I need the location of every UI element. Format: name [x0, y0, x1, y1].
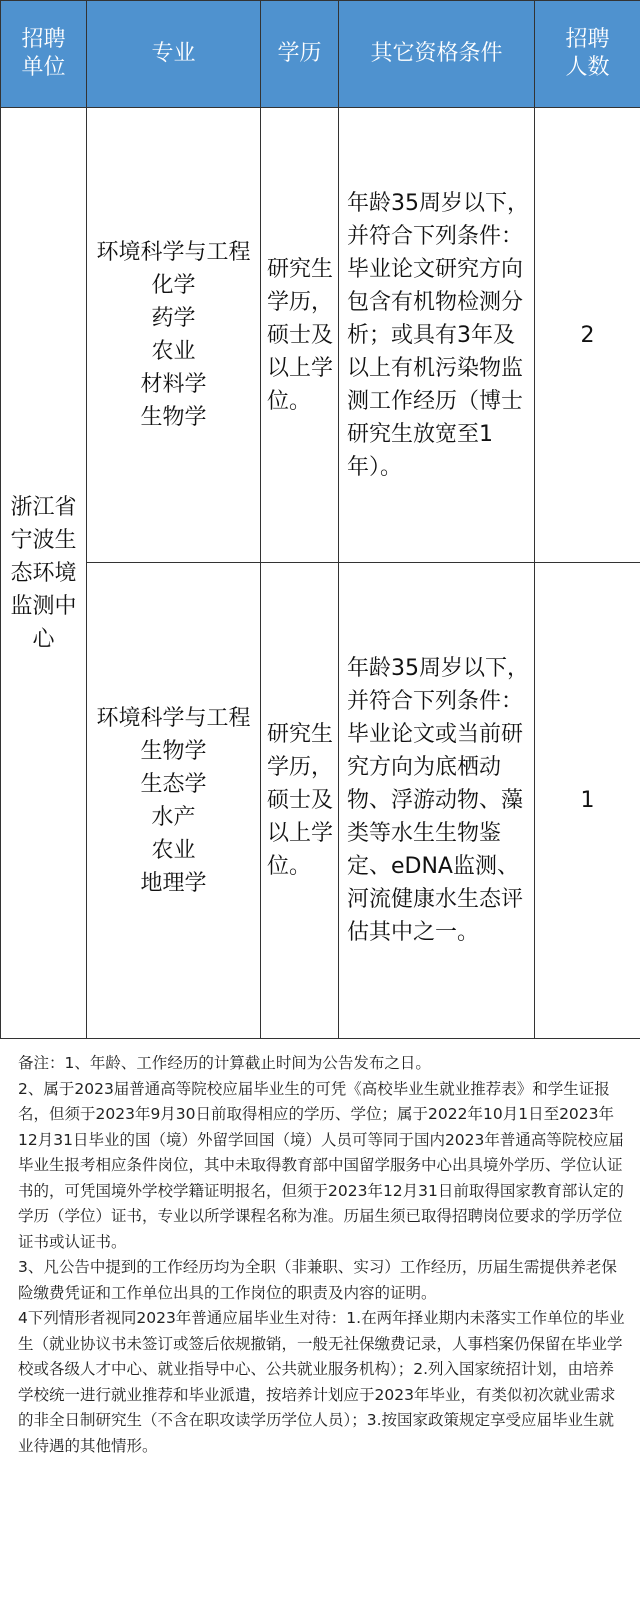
header-conditions: 其它资格条件 — [339, 1, 535, 108]
unit-name: 浙江省宁波生态环境监测中心 — [10, 494, 77, 652]
table-header-row — [1, 1, 640, 108]
table-row — [1, 563, 640, 1039]
header-count: 招聘人数 — [535, 1, 640, 108]
major-item: 化学 — [151, 273, 196, 298]
education-text: 研究生学历，硕士及以上学位。 — [267, 722, 334, 879]
major-item: 地理学 — [140, 870, 207, 896]
note-paragraph: 2、属于2023届普通高等院校应届毕业生的可凭《高校毕业生就业推荐表》和学生证报名，但须于2023年9月30日前取得相应的学历、学位；属于2022年10月1日至2023年12月31日毕业的国（境）外留学回国（境）人员可等同于国内2023年普通高等院校应届毕业生报考相应条件岗位，其中未取得教育部中国留学服务中心出具境外学历、学位认证书的，可凭国境外学校学籍证明报名，但须于2023年12月31日前取得国家教育部认定的学历（学位）证书，专业以所学课程名称为准。历届生须已取得招聘岗位要求的学历学位证书或认证书。 — [18, 1079, 624, 1251]
major-item: 环境科学与工程 — [96, 240, 251, 265]
major-cell — [87, 563, 261, 1039]
education-text: 研究生学历，硕士及以上学位。 — [267, 256, 334, 414]
major-item: 材料学 — [140, 372, 207, 397]
note-paragraph: 备注：1、年龄、工作经历的计算截止时间为公告发布之日。 — [18, 1054, 431, 1072]
major-item: 水产 — [151, 804, 196, 830]
major-cell — [87, 108, 261, 563]
major-item: 生物学 — [140, 738, 207, 764]
unit-name-cell — [1, 108, 87, 1039]
conditions-text: 年龄35周岁以下，并符合下列条件：毕业论文或当前研究方向为底栖动物、浮游动物、藻类等水生生物鉴定、eDNA监测、河流健康水生态评估其中之一。 — [347, 656, 529, 945]
header-education: 学历 — [261, 1, 339, 108]
note-paragraph: 4下列情形者视同2023年普通应届毕业生对待：1.在两年择业期内未落实工作单位的毕业生（就业协议书未签订或签后依规撤销，一般无社保缴费记录，人事档案仍保留在毕业学校或各级人才中心、就业指导中心、公共就业服务机构）；2.列入国家统招计划，由培养学校统一进行就业推荐和毕业派遣，按培养计划应于2023年毕业，有类似初次就业需求的非全日制研究生（不含在职攻读学历学位人员）；3.按国家政策规定享受应届毕业生就业待遇的其他情形。 — [18, 1309, 625, 1455]
major-item: 环境科学与工程 — [96, 705, 251, 731]
notes-section — [0, 1039, 640, 1459]
conditions-cell — [339, 563, 535, 1039]
header-major: 专业 — [87, 1, 261, 108]
conditions-cell — [339, 108, 535, 563]
conditions-text: 年龄35周岁以下，并符合下列条件：毕业论文研究方向包含有机物检测分析；或具有3年及以上有机污染物监测工作经历（博士研究生放宽至1年）。 — [347, 190, 529, 480]
education-cell — [261, 108, 339, 563]
major-item: 农业 — [151, 837, 196, 863]
major-item: 药学 — [151, 306, 196, 331]
major-item: 生物学 — [140, 405, 207, 430]
count-cell: 2 — [535, 108, 640, 563]
header-unit: 招聘单位 — [1, 1, 87, 108]
major-item: 生态学 — [140, 771, 207, 797]
education-cell — [261, 563, 339, 1039]
count-cell: 1 — [535, 563, 640, 1039]
major-item: 农业 — [151, 339, 196, 364]
table-row — [1, 108, 640, 563]
note-paragraph: 3、凡公告中提到的工作经历均为全职（非兼职、实习）工作经历，历届生需提供养老保险缴费凭证和工作单位出具的工作岗位的职责及内容的证明。 — [18, 1258, 617, 1302]
